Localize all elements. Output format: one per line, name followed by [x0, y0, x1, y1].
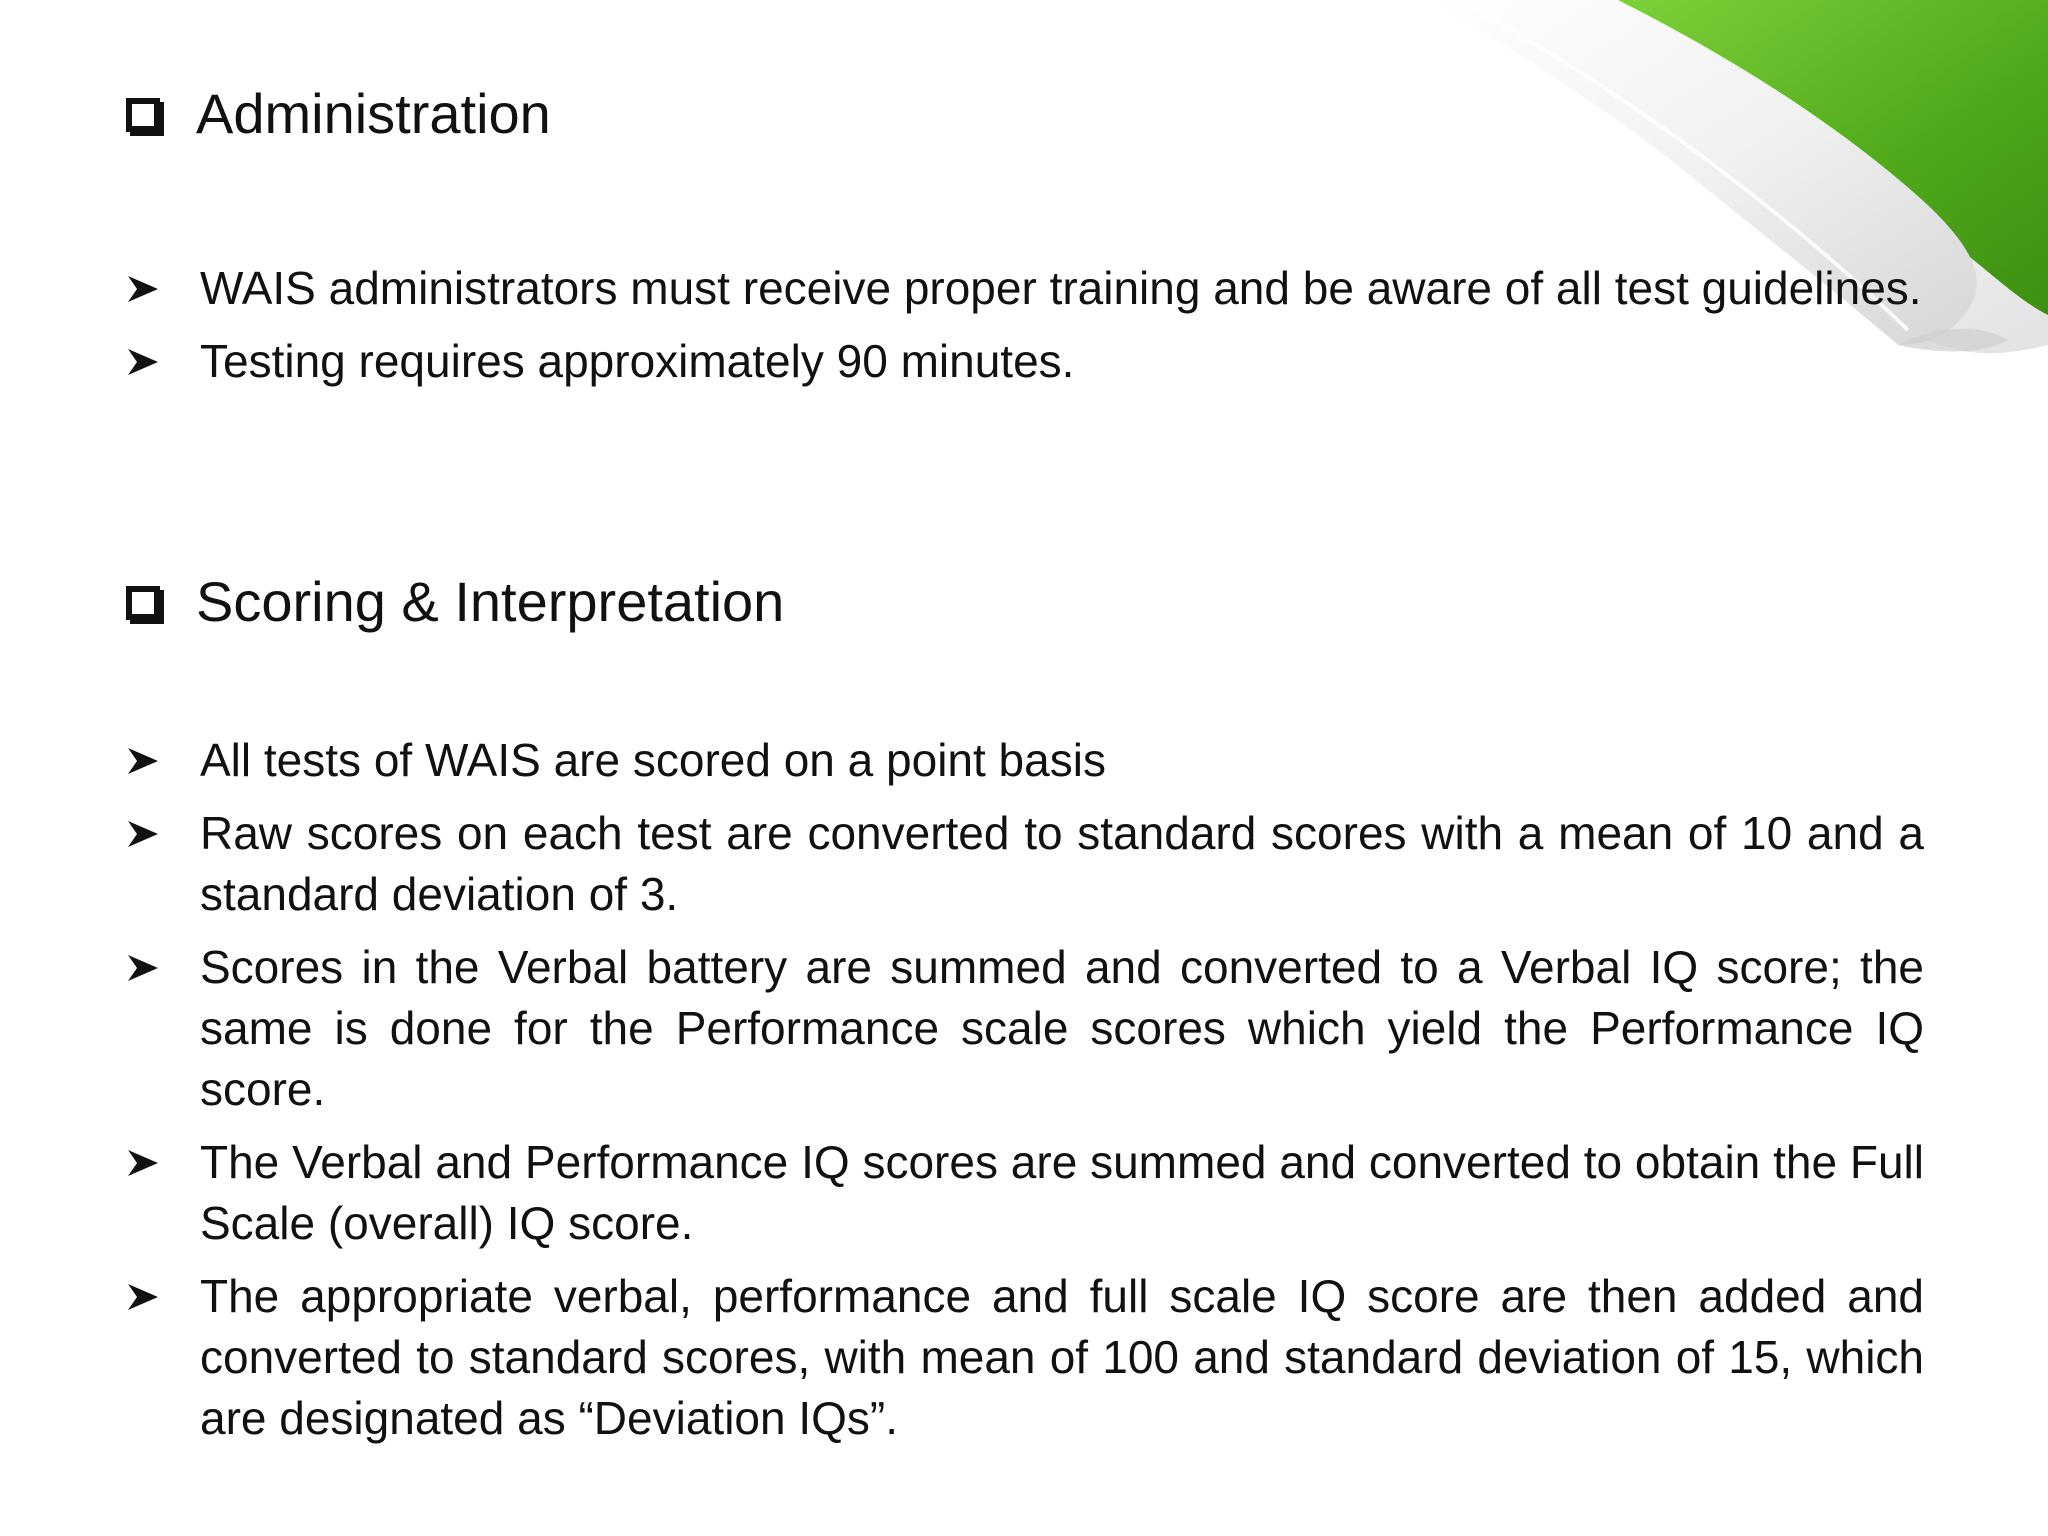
section-heading-text: Administration [196, 82, 551, 145]
section-heading-administration [126, 82, 551, 146]
checkbox-icon [126, 98, 160, 132]
checkbox-icon [126, 586, 160, 620]
section-heading-scoring [126, 570, 784, 634]
list-item: Testing requires approximately 90 minutes. [126, 331, 1924, 392]
section-heading-text: Scoring & Interpretation [196, 570, 785, 633]
list-item: Scores in the Verbal battery are summed and converted to a Verbal IQ score; the same is done for the Performance scale scores which yield the Performance IQ score. [126, 937, 1924, 1120]
administration-bullet-list [126, 258, 1924, 404]
list-item: The Verbal and Performance IQ scores are summed and converted to obtain the Full Scale (overall) IQ score. [126, 1132, 1924, 1254]
scoring-bullet-list [126, 730, 1924, 1461]
arrow-bullet-icon [126, 331, 200, 392]
arrow-bullet-icon [126, 803, 200, 864]
list-item: All tests of WAIS are scored on a point basis [126, 730, 1924, 791]
list-item: The appropriate verbal, performance and full scale IQ score are then added and converted to standard scores, with mean of 100 and standard deviation of 15, which are designated as “Deviation IQs”. [126, 1266, 1924, 1449]
arrow-bullet-icon [126, 1132, 200, 1193]
list-item: WAIS administrators must receive proper training and be aware of all test guidelines. [126, 258, 1924, 319]
arrow-bullet-icon [126, 1266, 200, 1327]
list-item: Raw scores on each test are converted to standard scores with a mean of 10 and a standard deviation of 3. [126, 803, 1924, 925]
arrow-bullet-icon [126, 258, 200, 319]
arrow-bullet-icon [126, 937, 200, 998]
arrow-bullet-icon [126, 730, 200, 791]
